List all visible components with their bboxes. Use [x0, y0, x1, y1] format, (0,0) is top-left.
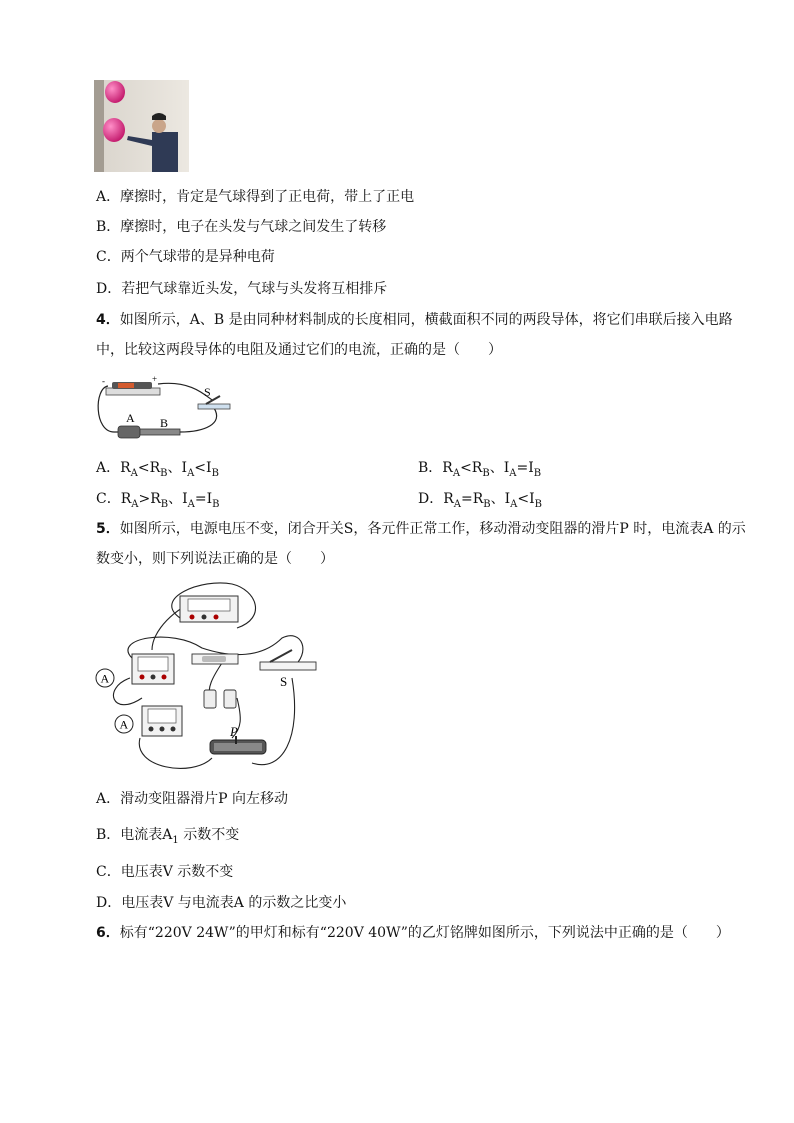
q5-option-c[interactable]: C．电压表V 示数不变: [96, 864, 234, 880]
q4-plus-label: +: [152, 374, 158, 384]
q4-minus-label: -: [102, 376, 105, 386]
q6-number: 6．: [96, 925, 120, 941]
q5-label-ammeter-a: A: [100, 671, 110, 686]
q3-option-d[interactable]: D．若把气球靠近头发，气球与头发将互相排斥: [96, 281, 388, 297]
q4-circuit-figure: [94, 374, 234, 442]
q5-slider-label: P: [230, 724, 238, 739]
q5-stem: [96, 514, 756, 574]
q5-number: 5．: [96, 521, 120, 537]
q5-stem-text: 如图所示，电源电压不变，闭合开关S，各元件正常工作，移动滑动变阻器的滑片P 时，电流表A 的示数变小，则下列说法正确的是（ ）: [96, 521, 746, 567]
q5-option-a[interactable]: A．滑动变阻器滑片P 向左移动: [96, 791, 288, 807]
q4-option-a[interactable]: A．$R_A<R_B$、$I_A<I_B$: [96, 460, 219, 479]
q4-stem-text: 如图所示，A、B 是由同种材料制成的长度相同，横截面积不同的两段导体，将它们串联后接入电路中，比较这两段导体的电阻及通过它们的电流，正确的是（ ）: [96, 312, 733, 358]
q4-stem: [96, 305, 756, 365]
q3-option-b[interactable]: B．摩擦时，电子在头发与气球之间发生了转移: [96, 219, 387, 235]
q5-label-ammeter-a1: A: [119, 717, 129, 732]
q4-label-b: B: [160, 416, 169, 430]
q3-option-a[interactable]: A．摩擦时，肯定是气球得到了正电荷，带上了正电: [96, 189, 415, 205]
q6-stem: [96, 918, 756, 948]
q5-circuit-figure: [92, 578, 322, 778]
q6-stem-text: 标有“220V 24W”的甲灯和标有“220V 40W”的乙灯铭牌如图所示，下列说法中正确的是（ ）: [119, 925, 730, 941]
q5-option-d[interactable]: D．电压表V 与电流表A 的示数之比变小: [96, 895, 347, 911]
q5-option-b[interactable]: B．电流表$A_1$ 示数不变: [96, 827, 240, 846]
q4-label-a: A: [126, 411, 135, 425]
q4-option-d[interactable]: D．$R_A=R_B$、$I_A<I_B$: [418, 491, 543, 510]
q5-switch-label: S: [280, 674, 288, 689]
q3-option-c[interactable]: C．两个气球带的是异种电荷: [96, 249, 275, 265]
balloon-photo: [94, 80, 189, 172]
q4-option-b[interactable]: B．$R_A<R_B$、$I_A=I_B$: [418, 460, 542, 479]
q4-option-c[interactable]: C．$R_A>R_B$、$I_A=I_B$: [96, 491, 220, 510]
q4-switch-label: S: [204, 385, 211, 399]
q4-number: 4．: [96, 312, 120, 328]
